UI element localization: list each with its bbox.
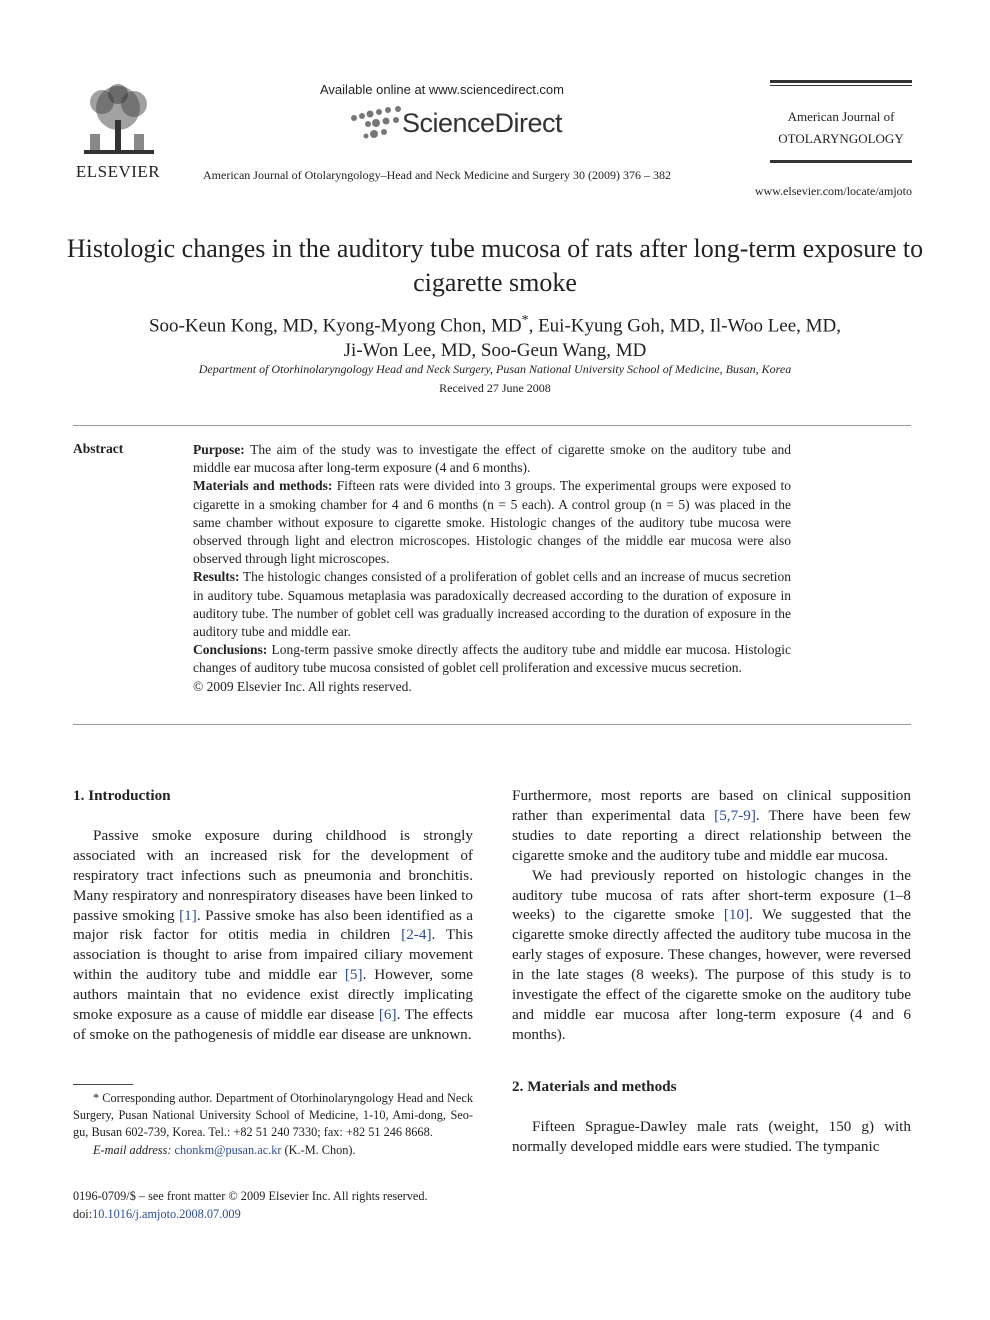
journal-url[interactable]: www.elsevier.com/locate/amjoto — [754, 184, 912, 198]
issn-line: 0196-0709/$ – see front matter © 2009 Elsevier Inc. All rights reserved. — [73, 1189, 428, 1203]
received-date: Received 27 June 2008 — [439, 381, 551, 395]
text-run: . This association is thought to arise from impaired ciliary movement within the auditory tube and middle ear — [73, 926, 474, 984]
footnote — [73, 1090, 473, 1159]
methods-paragraph-1: Fifteen Sprague-Dawley male rats (weight, 150 g) with normally developed middle ears were studied. The tympanic — [512, 1117, 911, 1155]
abstract-bottom-rule — [73, 724, 911, 725]
text-run: . We suggested that the cigarette smoke directly affected the auditory tube mucosa in the early stages of exposure. These changes, however, were reversed in the late stages (8 weeks). The purpose of this study is to investigate the effect of the cigarette smoke on the auditory tube and middle ear mucosa after long-term exposure (4 and 6 months). — [512, 906, 911, 1043]
methods-label: Materials and methods: — [193, 478, 333, 494]
journal-logo-rule-thin — [770, 85, 912, 86]
footnote-corresponding — [73, 1090, 473, 1142]
intro-paragraph-1-continued — [512, 786, 911, 866]
text-run: . There have been few studies to date reporting a direct relationship between the cigarette smoke and the auditory tube and middle ear mucosa. — [512, 806, 911, 864]
email-label: E-mail address: — [93, 1142, 172, 1157]
intro-paragraph-2 — [512, 866, 911, 1045]
citation-link[interactable]: [6] — [378, 1006, 397, 1024]
intro-paragraph-1 — [73, 826, 473, 1045]
corresponding-author-marker[interactable]: * — [521, 313, 529, 328]
abstract-conclusions — [193, 641, 791, 677]
email-link[interactable]: chonkm@pusan.ac.kr — [174, 1142, 282, 1157]
results-text: The histologic changes consisted of a proliferation of goblet cells and an increase of mucus secretion in auditory tube. Squamous metaplasia was paradoxically decreased according to the duration of exposure in auditory tube. The number of goblet cell was gradually increased according to the duration of exposure in the auditory tube and middle ear. — [193, 569, 791, 640]
abstract-body — [193, 441, 791, 696]
abstract-label: Abstract — [73, 441, 124, 456]
text-run: . Passive smoke has also been identified as a major risk factor for otitis media in children — [73, 906, 474, 944]
doi-link[interactable]: 10.1016/j.amjoto.2008.07.009 — [92, 1206, 241, 1221]
footnote-star: * — [93, 1091, 100, 1105]
methods-text: Fifteen rats were divided into 3 groups. The experimental groups were exposed to cigarette in a smoking chamber for 4 and 6 months (n = 5 each). A control group (n = 5) was placed in the same chamber without exposure to cigarette smoke. Histologic changes of the auditory tube mucosa were observed through light and electron microscopes. Histologic changes of the middle ear mucosa were also observed through light microscopes. — [193, 478, 791, 567]
journal-logo-line2: OTOLARYNGOLOGY — [778, 131, 904, 146]
spacer — [73, 806, 473, 826]
text-run: Passive smoke exposure during childhood is strongly associated with an increased risk for the development of respiratory tract infections such as pneumonia and bronchitis. Many respiratory and nonrespiratory diseases have been linked to passive smoking — [73, 826, 473, 924]
journal-logo-bottom-rule — [770, 160, 912, 163]
conclusions-text: Long-term passive smoke directly affects the auditory tube and middle ear mucosa. Histologic changes of auditory tube mucosa consisted of goblet cell proliferation and excessive mucus secretion. — [193, 642, 791, 676]
text-run: We had previously reported on histologic changes in the auditory tube mucosa of rats after short-term exposure (1–8 weeks) to the cigarette smoke — [512, 866, 911, 924]
author-line-1 — [60, 308, 930, 338]
citation-link[interactable]: [5,7-9] — [714, 806, 756, 824]
abstract-results — [193, 568, 791, 641]
left-column — [73, 786, 473, 1045]
journal-logo-line1: American Journal of — [787, 109, 895, 124]
conclusions-label: Conclusions: — [193, 642, 268, 658]
doi-label: doi: — [73, 1206, 93, 1221]
sciencedirect-logo[interactable] — [348, 104, 588, 144]
authors-part-2: , Eui-Kyung Goh, MD, Il-Woo Lee, MD, — [528, 315, 842, 337]
text-run: Furthermore, most reports are based on clinical supposition rather than experimental data — [512, 787, 911, 824]
sciencedirect-wordmark: ScienceDirect — [402, 108, 563, 138]
abstract-top-rule — [73, 425, 911, 426]
section-heading-methods: 2. Materials and methods — [512, 1077, 677, 1095]
publisher-logo-text: ELSEVIER — [75, 162, 161, 181]
footnote-rule — [73, 1084, 133, 1085]
journal-logo — [770, 80, 912, 163]
spacer — [512, 1097, 911, 1117]
affiliation: Department of Otorhinolaryngology Head and Neck Surgery, Pusan National University School of Medicine, Busan, Korea — [198, 362, 792, 376]
article-title: Histologic changes in the auditory tube mucosa of rats after long-term exposure to cigarette smoke — [66, 234, 924, 297]
footnote-text: Corresponding author. Department of Otorhinolaryngology Head and Neck Surgery, Pusan National University School of Medicine, 1-10, Ami-dong, Seo-gu, Busan 602-739, Korea. Tel.: +82 51 240 7330; fax: +82 51 246 8668. — [73, 1091, 473, 1140]
author-list — [60, 308, 930, 363]
doi-line — [73, 1206, 493, 1224]
citation-link[interactable]: [10] — [723, 906, 750, 924]
available-online-text: Available online at www.sciencedirect.com — [320, 82, 564, 97]
front-matter — [73, 1188, 493, 1223]
spacer — [512, 1045, 911, 1077]
email-suffix: (K.-M. Chon). — [281, 1142, 356, 1157]
journal-logo-title — [770, 106, 912, 150]
section-heading-introduction: 1. Introduction — [73, 787, 171, 804]
elsevier-logo — [72, 80, 164, 184]
citation-link[interactable]: [2-4] — [401, 926, 432, 944]
text-run: . The effects of smoke on the pathogenesis of middle ear disease are unknown. — [73, 1006, 474, 1043]
citation-link[interactable]: [5] — [344, 966, 363, 984]
abstract-copyright: © 2009 Elsevier Inc. All rights reserved. — [193, 678, 412, 694]
author-line-2: Ji-Won Lee, MD, Soo-Geun Wang, MD — [343, 340, 647, 362]
abstract-methods — [193, 477, 791, 568]
results-label: Results: — [193, 569, 240, 585]
right-column — [512, 786, 911, 1157]
abstract-purpose — [193, 441, 791, 477]
footnote-email — [73, 1142, 473, 1159]
purpose-label: Purpose: — [193, 442, 245, 457]
journal-logo-rule — [770, 80, 912, 83]
purpose-text: The aim of the study was to investigate the effect of cigarette smoke on the auditory tube and middle ear mucosa after long-term exposure (4 and 6 months). — [193, 442, 791, 476]
citation-link[interactable]: [1] — [179, 906, 197, 924]
authors-part-1: Soo-Keun Kong, MD, Kyong-Myong Chon, MD — [148, 315, 522, 337]
text-run: . However, some authors maintain that no evidence exist directly implicating smoke exposure as a cause of middle ear disease — [73, 966, 473, 1024]
journal-citation: American Journal of Otolaryngology–Head and Neck Medicine and Surgery 30 (2009) 376 – 382 — [203, 168, 671, 182]
